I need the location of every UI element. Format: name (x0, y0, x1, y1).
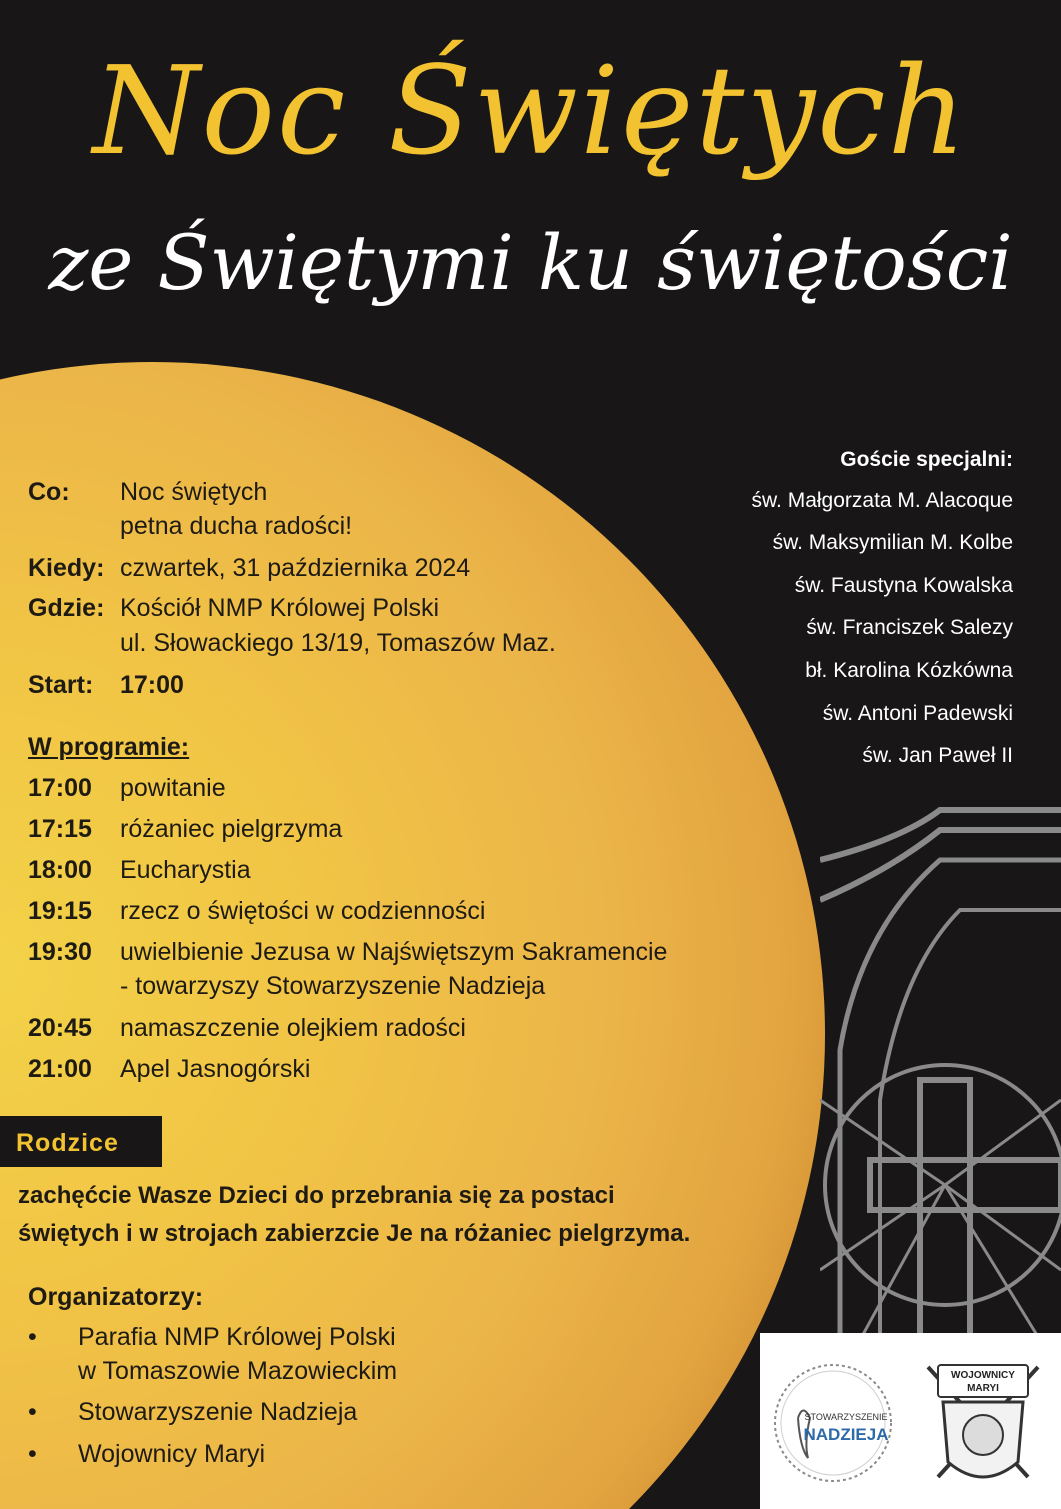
gdzie-value-line1: Kościół NMP Królowej Polski (120, 594, 440, 622)
program-time: 17:00 (28, 774, 92, 802)
gdzie-value-line2: ul. Słowackiego 13/19, Tomaszów Maz. (120, 629, 556, 657)
program-text: Apel Jasnogórski (120, 1055, 311, 1083)
wojownicy-logo-line1: WOJOWNICY (951, 1370, 1015, 1381)
organizer-name: Stowarzyszenie Nadzieja (78, 1398, 358, 1426)
kiedy-value: czwartek, 31 października 2024 (120, 554, 471, 582)
program-time: 18:00 (28, 856, 92, 884)
logo-panel (760, 1333, 1061, 1509)
organizer-name: Wojownicy Maryi (78, 1440, 266, 1468)
program-text: powitanie (120, 774, 226, 802)
program-time: 19:15 (28, 897, 92, 925)
wojownicy-maryi-logo (918, 1347, 1048, 1497)
event-subtitle: ze Świętymi ku świętości (48, 218, 1013, 307)
program-text: namaszczenie olejkiem radości (120, 1014, 466, 1042)
parents-label: Rodzice (16, 1129, 119, 1157)
program-text: uwielbienie Jezusa w Najświętszym Sakramencie (120, 938, 668, 966)
parents-label-bar (0, 1116, 162, 1167)
program-time: 17:15 (28, 815, 92, 843)
program-text: rzecz o świętości w codzienności (120, 897, 486, 925)
nadzieja-logo (768, 1358, 898, 1488)
gdzie-label: Gdzie: (28, 594, 105, 622)
program-text-continued: - towarzyszy Stowarzyszenie Nadzieja (120, 972, 546, 1000)
program-text: różaniec pielgrzyma (120, 815, 343, 843)
co-value-line1: Noc świętych (120, 478, 268, 506)
gothic-window-decoration (820, 800, 1061, 1340)
program-time: 20:45 (28, 1014, 92, 1042)
nadzieja-logo-top-text: STOWARZYSZENIE (804, 1412, 888, 1422)
organizers-heading: Organizatorzy: (28, 1283, 204, 1311)
kiedy-label: Kiedy: (28, 554, 105, 582)
event-title: Noc Świętych (92, 40, 969, 182)
program-time: 21:00 (28, 1055, 92, 1083)
program-time: 19:30 (28, 938, 92, 966)
program-text: Eucharystia (120, 856, 251, 884)
guest-name: św. Franciszek Salezy (806, 616, 1013, 639)
bullet: • (28, 1440, 37, 1468)
program-heading: W programie: (28, 733, 190, 761)
guest-name: św. Antoni Padewski (822, 702, 1013, 725)
co-label: Co: (28, 478, 70, 506)
organizer-name-continued: w Tomaszowie Mazowieckim (78, 1357, 398, 1385)
organizer-name: Parafia NMP Królowej Polski (78, 1323, 396, 1351)
parents-text-line1: zachęćcie Wasze Dzieci do przebrania się za postaci (18, 1182, 615, 1209)
nadzieja-logo-bottom-text: NADZIEJA (803, 1425, 889, 1444)
mary-figure-icon (963, 1415, 1003, 1455)
co-value-line2: petna ducha radości! (120, 512, 353, 540)
guest-name: św. Faustyna Kowalska (794, 574, 1013, 597)
guests-heading: Goście specjalni: (840, 448, 1013, 471)
parents-text-line2: świętych i w strojach zabierzcie Je na różaniec pielgrzyma. (18, 1220, 691, 1247)
start-value: 17:00 (120, 671, 184, 699)
guest-name: św. Maksymilian M. Kolbe (772, 531, 1013, 554)
bullet: • (28, 1323, 37, 1351)
bullet: • (28, 1398, 37, 1426)
guest-name: bł. Karolina Kózkówna (805, 659, 1013, 682)
guest-name: św. Małgorzata M. Alacoque (751, 489, 1013, 512)
wojownicy-logo-line2: MARYI (967, 1383, 999, 1394)
start-label: Start: (28, 671, 94, 699)
guest-name: św. Jan Paweł II (862, 744, 1013, 767)
